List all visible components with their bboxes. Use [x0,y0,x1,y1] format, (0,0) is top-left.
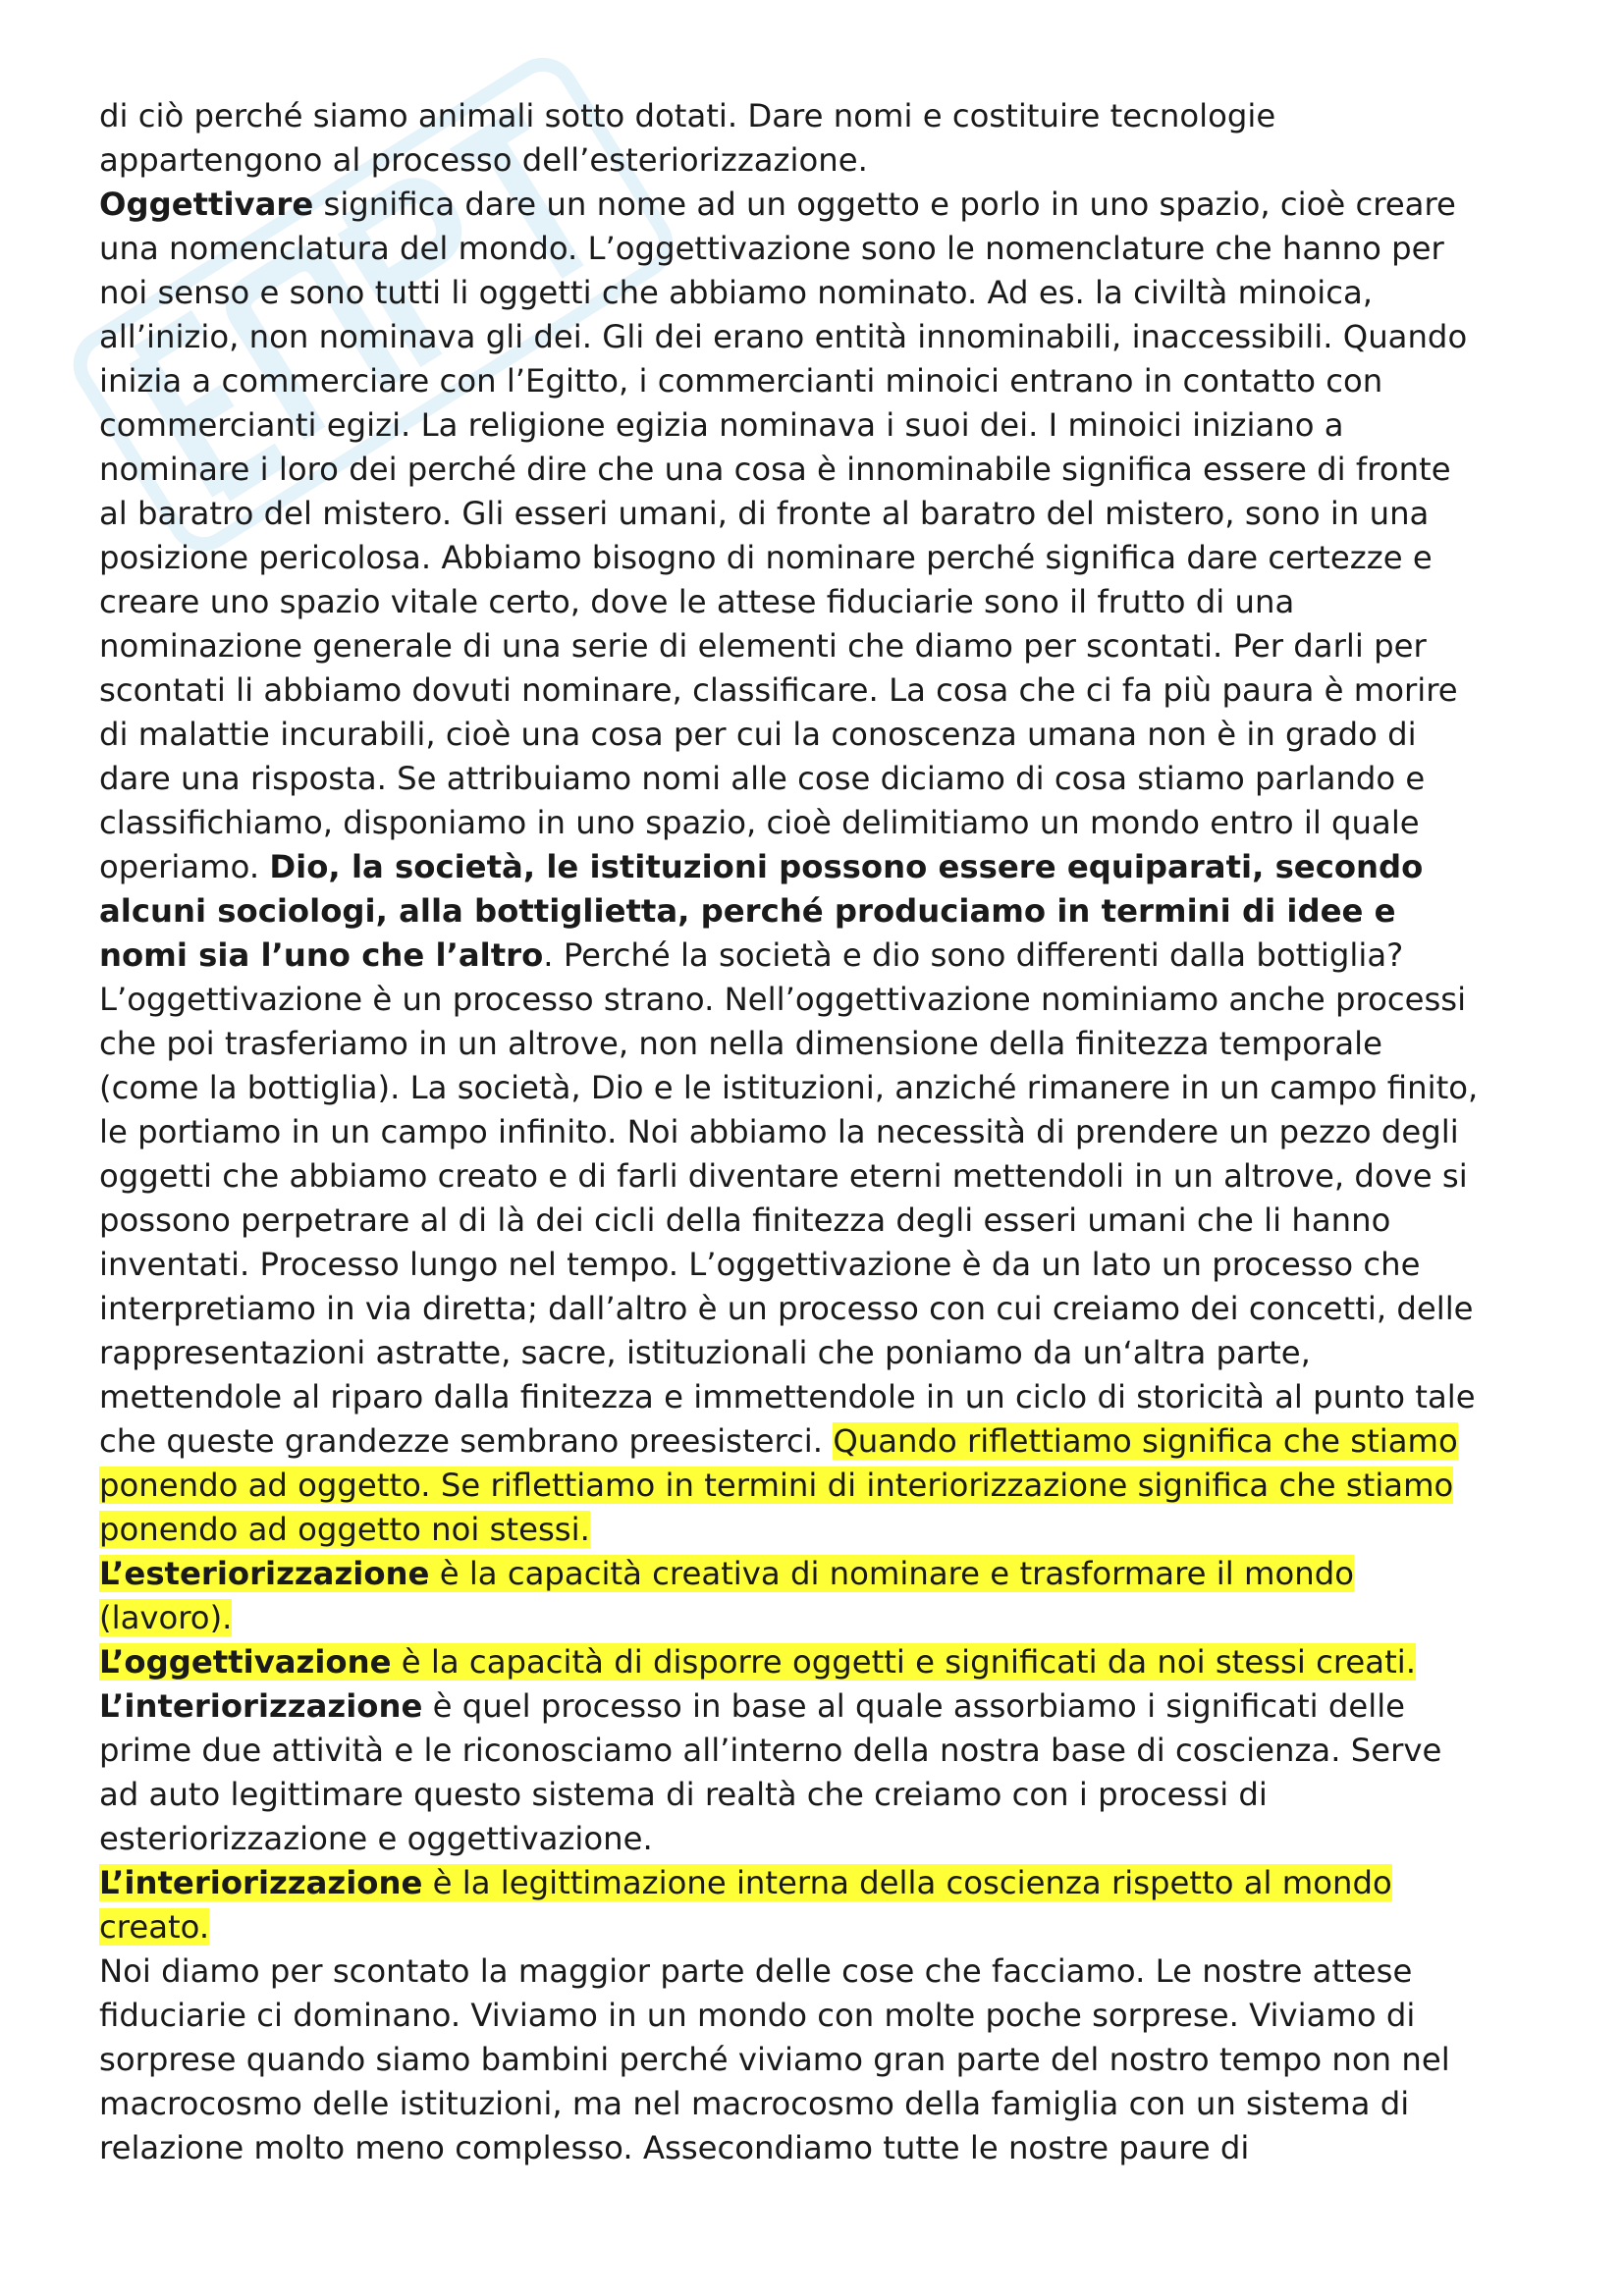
text-segment: nominare i loro dei perché dire che una cosa è innominabile significa essere di fronte [99,451,1451,488]
text-line [99,1287,1552,1331]
text-line [99,536,1552,580]
text-segment: oggetti che abbiamo creato e di farli diventare eterni mettendoli in un altrove, dove si [99,1157,1468,1195]
text-segment: prime due attività e le riconosciamo all’interno della nostra base di coscienza. Serve [99,1732,1442,1769]
text-line [99,1199,1552,1243]
text-line [99,1110,1552,1154]
text-line [99,1817,1552,1861]
bold-text: nomi sia l’uno che l’altro [99,936,544,974]
text-segment: rappresentazioni astratte, sacre, istituzionali che poniamo da un‘altra parte, [99,1334,1311,1371]
text-segment: all’inizio, non nominava gli dei. Gli dei erano entità innominabili, inaccessibili. Quando [99,318,1468,355]
text-line [99,2126,1552,2170]
text-segment: commercianti egizi. La religione egizia nominava i suoi dei. I minoici iniziano a [99,406,1344,444]
text-segment: al baratro del mistero. Gli esseri umani, di fronte al baratro del mistero, sono in una [99,495,1430,532]
highlighted-text: è la capacità di disporre oggetti e significati da noi stessi creati. [391,1643,1416,1681]
text-line [99,757,1552,801]
text-segment: inizia a commerciare con l’Egitto, i commercianti minoici entrano in contatto con [99,362,1383,400]
text-line [99,492,1552,536]
text-line [99,1022,1552,1066]
highlighted-text: L’esteriorizzazione [99,1555,430,1592]
bold-text: Oggettivare [99,186,314,223]
text-line [99,403,1552,448]
text-line [99,1596,1552,1640]
text-segment: di malattie incurabili, cioè una cosa per cui la conoscenza umana non è in grado di [99,716,1417,753]
text-segment: che poi trasferiamo in un altrove, non nella dimensione della finitezza temporale [99,1025,1382,1062]
text-segment: (come la bottiglia). La società, Dio e le istituzioni, anziché rimanere in un campo finito, [99,1069,1479,1106]
text-segment: fiduciarie ci dominano. Viviamo in un mondo con molte poche sorprese. Viviamo di [99,1997,1416,2034]
text-segment: nominazione generale di una serie di elementi che diamo per scontati. Per darli per [99,627,1427,665]
text-segment: che queste grandezze sembrano preesisterci. [99,1422,834,1460]
text-segment: le portiamo in un campo infinito. Noi abbiamo la necessità di prendere un pezzo degli [99,1113,1459,1150]
text-segment: dare una risposta. Se attribuiamo nomi alle cose diciamo di cosa stiamo parlando e [99,760,1426,797]
text-line [99,1729,1552,1773]
text-line [99,845,1552,889]
text-line [99,1419,1552,1464]
text-line [99,1243,1552,1287]
text-line [99,448,1552,492]
text-line [99,1552,1552,1596]
text-line [99,271,1552,315]
text-line [99,978,1552,1022]
text-line [99,1905,1552,1949]
text-line [99,624,1552,668]
text-line [99,2082,1552,2126]
text-line [99,1154,1552,1199]
text-line [99,2038,1552,2082]
highlighted-text: è la capacità creativa di nominare e trasformare il mondo [429,1555,1354,1592]
text-line [99,315,1552,359]
text-segment: creare uno spazio vitale certo, dove le attese fiduciarie sono il frutto di una [99,583,1295,620]
text-segment: operiamo. [99,848,270,885]
text-segment: posizione pericolosa. Abbiamo bisogno di nominare perché significa dare certezze e [99,539,1433,576]
text-line [99,580,1552,624]
text-line [99,1949,1552,1994]
text-segment: Noi diamo per scontato la maggior parte delle cose che facciamo. Le nostre attese [99,1952,1413,1990]
text-line [99,713,1552,757]
text-segment: interpretiamo in via diretta; dall’altro è un processo con cui creiamo dei concetti, delle [99,1290,1474,1327]
text-line [99,138,1552,183]
text-line [99,1375,1552,1419]
highlighted-text: Quando riflettiamo significa che stiamo [833,1422,1458,1460]
text-line [99,889,1552,934]
text-segment: è quel processo in base al quale assorbiamo i significati delle [422,1687,1406,1725]
text-line [99,1684,1552,1729]
text-segment: inventati. Processo lungo nel tempo. L’oggettivazione è da un lato un processo che [99,1246,1421,1283]
text-line [99,94,1552,138]
bold-text: Dio, la società, le istituzioni possono essere equiparati, secondo [269,848,1424,885]
text-segment: scontati li abbiamo dovuti nominare, classificare. La cosa che ci fa più paura è morire [99,671,1458,709]
text-line [99,1066,1552,1110]
highlighted-text: ponendo ad oggetto noi stessi. [99,1511,590,1548]
text-line [99,1508,1552,1552]
bold-text: alcuni sociologi, alla bottiglietta, perché produciamo in termini di idee e [99,892,1396,930]
text-line [99,227,1552,271]
text-line [99,1994,1552,2038]
text-segment: noi senso e sono tutti li oggetti che abbiamo nominato. Ad es. la civiltà minoica, [99,274,1374,311]
text-line [99,183,1552,227]
text-line [99,1861,1552,1905]
highlighted-text: L’oggettivazione [99,1643,392,1681]
highlighted-text: creato. [99,1908,210,1946]
highlighted-text: è la legittimazione interna della coscienza rispetto al mondo [422,1864,1392,1901]
text-line [99,801,1552,845]
highlighted-text: L’interiorizzazione [99,1864,423,1901]
text-segment: significa dare un nome ad un oggetto e porlo in uno spazio, cioè creare [313,186,1456,223]
text-line [99,1464,1552,1508]
text-segment: di ciò perché siamo animali sotto dotati. Dare nomi e costituire tecnologie [99,97,1276,134]
text-segment: una nomenclatura del mondo. L’oggettivazione sono le nomenclature che hanno per [99,230,1444,267]
text-segment: relazione molto meno complesso. Assecondiamo tutte le nostre paure di [99,2129,1250,2166]
text-line [99,668,1552,713]
text-line [99,1640,1552,1684]
text-line [99,1773,1552,1817]
text-segment: ad auto legittimare questo sistema di realtà che creiamo con i processi di [99,1776,1268,1813]
text-segment: . Perché la società e dio sono differenti dalla bottiglia? [543,936,1404,974]
text-segment: macrocosmo delle istituzioni, ma nel macrocosmo della famiglia con un sistema di [99,2085,1410,2122]
text-line [99,359,1552,403]
highlighted-text: ponendo ad oggetto. Se riflettiamo in termini di interiorizzazione significa che stiamo [99,1467,1454,1504]
text-segment: sorprese quando siamo bambini perché viviamo gran parte del nostro tempo non nel [99,2041,1450,2078]
text-segment: L’oggettivazione è un processo strano. Nell’oggettivazione nominiamo anche processi [99,981,1467,1018]
text-segment: esteriorizzazione e oggettivazione. [99,1820,653,1857]
highlighted-text: (lavoro). [99,1599,233,1636]
document-body-text [99,94,1552,2170]
text-segment: mettendole al riparo dalla finitezza e immettendole in un ciclo di storicità al punto tale [99,1378,1476,1415]
text-segment: possono perpetrare al di là dei cicli della finitezza degli esseri umani che li hanno [99,1201,1391,1239]
text-segment: appartengono al processo dell’esteriorizzazione. [99,141,868,179]
bold-text: L’interiorizzazione [99,1687,423,1725]
text-line [99,934,1552,978]
text-segment: classifichiamo, disponiamo in uno spazio, cioè delimitiamo un mondo entro il quale [99,804,1420,841]
text-line [99,1331,1552,1375]
